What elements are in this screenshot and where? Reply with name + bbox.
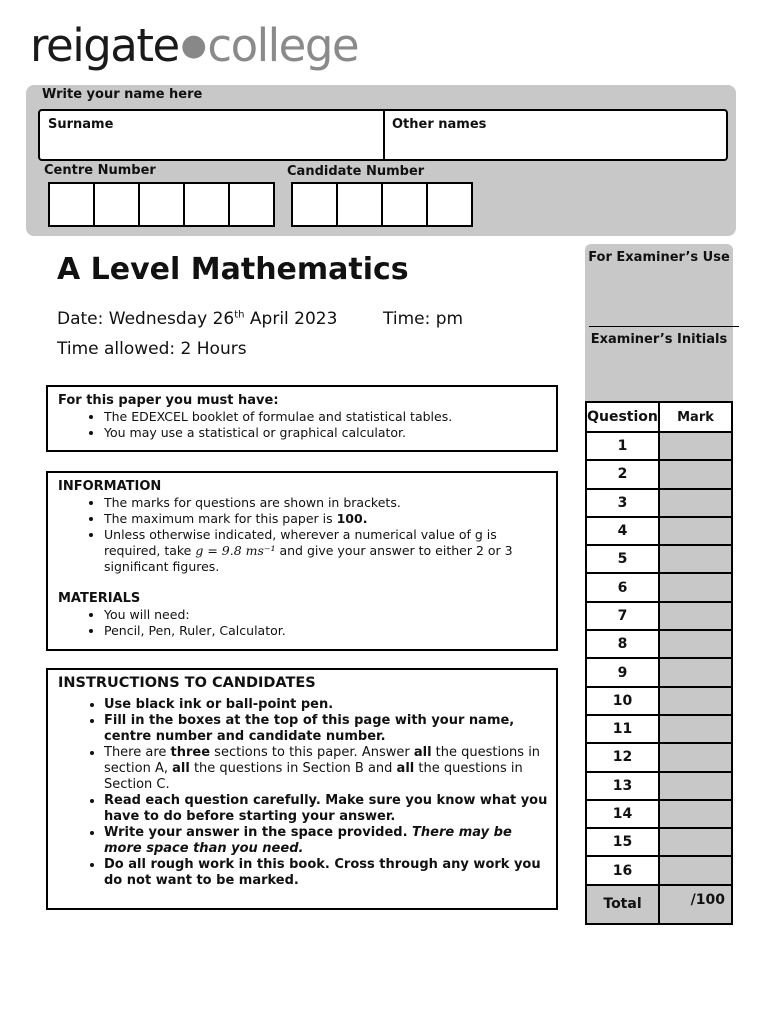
question-number: 12: [586, 743, 659, 771]
exam-title: A Level Mathematics: [57, 252, 409, 287]
college-logo: [30, 18, 358, 74]
total-row: [586, 885, 732, 924]
mark-cell[interactable]: [659, 517, 732, 545]
mark-cell[interactable]: [659, 460, 732, 488]
information-heading: INFORMATION: [58, 479, 162, 494]
date-ordinal: th: [234, 309, 245, 321]
materials-heading: MATERIALS: [58, 591, 141, 606]
table-row: [586, 460, 732, 488]
information-list: [58, 495, 556, 575]
examiner-initials-label: Examiner’s Initials: [590, 332, 728, 347]
candidate-details-panel: [26, 85, 736, 236]
candidate-digit-box[interactable]: [293, 184, 336, 225]
candidate-number-boxes[interactable]: [291, 182, 473, 227]
examiner-divider: [589, 326, 739, 327]
instruction-sections-emph: three: [170, 745, 211, 760]
instructions-box: [46, 668, 558, 910]
list-item: [104, 825, 556, 857]
mark-cell[interactable]: [659, 800, 732, 828]
mark-cell[interactable]: [659, 658, 732, 686]
instructions-list: [58, 697, 556, 889]
question-number: 15: [586, 828, 659, 856]
instructions-heading: INSTRUCTIONS TO CANDIDATES: [58, 675, 316, 691]
instruction-read-carefully: Read each question carefully. Make sure you know what you have to do before starting your answer.: [104, 793, 548, 824]
requirements-heading: For this paper you must have:: [58, 393, 279, 408]
mark-cell[interactable]: [659, 602, 732, 630]
instruction-sections-emph: all: [172, 761, 190, 776]
logo-text-reigate: reigate: [30, 19, 179, 72]
examiner-use-panel: [585, 244, 733, 401]
centre-digit-box[interactable]: [140, 184, 183, 225]
other-names-label: Other names: [392, 117, 487, 132]
question-number: 6: [586, 573, 659, 601]
mark-cell[interactable]: [659, 545, 732, 573]
time-allowed: Time allowed: 2 Hours: [57, 339, 247, 359]
question-number: 11: [586, 715, 659, 743]
instruction-sections-emph: all: [413, 745, 432, 760]
instruction-rough-work: Do all rough work in this book. Cross through any work you do not want to be marked.: [104, 857, 541, 888]
question-number: 3: [586, 489, 659, 517]
mark-cell[interactable]: [659, 743, 732, 771]
question-number: 5: [586, 545, 659, 573]
table-row: [586, 715, 732, 743]
table-row: [586, 658, 732, 686]
candidate-digit-box[interactable]: [428, 184, 471, 225]
table-row: [586, 489, 732, 517]
instruction-sections-text: the questions in Section C.: [104, 761, 523, 792]
list-item: • You may use a statistical or graphical calculator.: [104, 425, 556, 441]
centre-number-boxes[interactable]: [48, 182, 275, 227]
write-name-label: Write your name here: [42, 87, 203, 102]
table-row: [586, 800, 732, 828]
question-number: 4: [586, 517, 659, 545]
name-box: [38, 109, 728, 161]
list-item: [104, 793, 556, 825]
list-item: [104, 857, 556, 889]
examiner-use-label: For Examiner’s Use: [588, 250, 730, 265]
instruction-sections-text: the questions in Section B and: [189, 761, 397, 776]
candidate-digit-box[interactable]: [338, 184, 381, 225]
logo-dot-icon: ●: [180, 28, 206, 63]
instruction-more-space: There may be more space than you need.: [104, 825, 512, 856]
mark-cell[interactable]: [659, 630, 732, 658]
list-item: • The EDEXCEL booklet of formulae and statistical tables.: [104, 409, 556, 425]
question-number: 16: [586, 856, 659, 884]
name-divider: [383, 111, 385, 159]
instruction-sections-text: the questions in section A,: [104, 745, 541, 776]
mark-cell[interactable]: [659, 432, 732, 460]
question-number: 7: [586, 602, 659, 630]
total-value[interactable]: /100: [659, 885, 732, 924]
list-item: [104, 697, 556, 713]
marks-header-row: [586, 402, 732, 432]
mark-cell[interactable]: [659, 489, 732, 517]
list-item: [104, 745, 556, 793]
table-row: [586, 602, 732, 630]
table-row: [586, 432, 732, 460]
instruction-sections-text: sections to this paper. Answer: [210, 745, 414, 760]
requirements-box: [46, 385, 558, 452]
question-number: 8: [586, 630, 659, 658]
mark-cell[interactable]: [659, 715, 732, 743]
centre-digit-box[interactable]: [50, 184, 93, 225]
question-number: 10: [586, 687, 659, 715]
marks-table: [585, 401, 733, 925]
max-mark-value: 100.: [336, 511, 368, 526]
centre-number-label: Centre Number: [44, 163, 156, 178]
mark-column-header: Mark: [659, 402, 732, 432]
table-row: [586, 772, 732, 800]
table-row: [586, 743, 732, 771]
information-box: [46, 471, 558, 651]
list-item: [104, 713, 556, 745]
table-row: [586, 573, 732, 601]
logo-text-college: college: [207, 19, 359, 72]
centre-digit-box[interactable]: [230, 184, 273, 225]
table-row: [586, 517, 732, 545]
mark-cell[interactable]: [659, 687, 732, 715]
table-row: [586, 687, 732, 715]
requirements-list: [58, 409, 556, 441]
table-row: [586, 630, 732, 658]
list-item: [104, 527, 556, 575]
mark-cell[interactable]: [659, 828, 732, 856]
mark-cell[interactable]: [659, 573, 732, 601]
candidate-digit-box[interactable]: [383, 184, 426, 225]
list-item: [104, 511, 556, 527]
question-number: 1: [586, 432, 659, 460]
instruction-sections-text: There are: [104, 745, 171, 760]
question-number: 14: [586, 800, 659, 828]
instruction-fill-boxes: Fill in the boxes at the top of this page with your name, centre number and candidate number.: [104, 713, 515, 744]
max-mark-text: The maximum mark for this paper is: [104, 511, 337, 526]
instruction-write-answer: Write your answer in the space provided.: [104, 825, 413, 840]
table-row: [586, 545, 732, 573]
list-item: • Pencil, Pen, Ruler, Calculator.: [104, 623, 556, 639]
exam-date: [57, 309, 337, 329]
date-prefix: Date: Wednesday 26: [57, 309, 235, 329]
table-row: [586, 856, 732, 884]
materials-list: [58, 607, 556, 639]
mark-cell[interactable]: [659, 772, 732, 800]
mark-cell[interactable]: [659, 856, 732, 884]
centre-digit-box[interactable]: [95, 184, 138, 225]
centre-digit-box[interactable]: [185, 184, 228, 225]
list-item: • You will need:: [104, 607, 556, 623]
candidate-number-label: Candidate Number: [287, 164, 425, 179]
total-label: Total: [586, 885, 659, 924]
gravity-text-post: and give your answer to either 2 or 3 significant figures.: [104, 543, 513, 574]
table-row: [586, 828, 732, 856]
instruction-sections-emph: all: [396, 761, 415, 776]
gravity-text-pre: Unless otherwise indicated, wherever a numerical value of g is required, take: [104, 527, 497, 558]
list-item: • The marks for questions are shown in brackets.: [104, 495, 556, 511]
date-suffix: April 2023: [244, 309, 338, 329]
question-number: 2: [586, 460, 659, 488]
gravity-formula: g = 9.8 ms⁻¹: [195, 543, 276, 558]
question-number: 9: [586, 658, 659, 686]
instruction-ink: Use black ink or ball-point pen.: [104, 697, 334, 712]
question-number: 13: [586, 772, 659, 800]
surname-label: Surname: [48, 117, 114, 132]
exam-time: Time: pm: [383, 309, 464, 329]
question-column-header: Question: [586, 402, 659, 432]
